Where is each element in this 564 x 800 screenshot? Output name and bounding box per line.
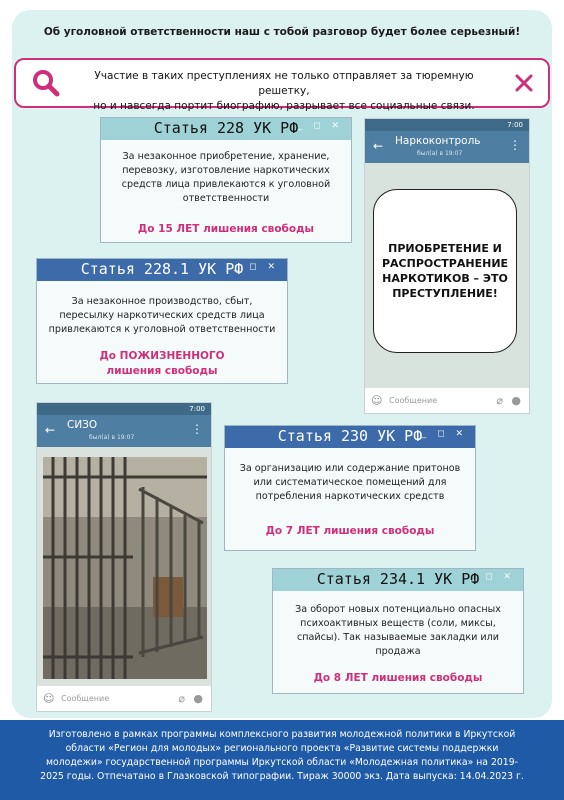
article-window-228 bbox=[100, 117, 352, 243]
more-menu-icon[interactable]: ⋮ bbox=[191, 422, 203, 436]
window-controls-icon[interactable]: _ ◻ ✕ bbox=[233, 262, 279, 272]
footer-line: Изготовлено в рамках программы комплексного развития молодежной политики в Иркутской bbox=[48, 729, 516, 740]
chat-header bbox=[37, 415, 211, 447]
description-line: За оборот новых потенциально опасных bbox=[295, 604, 501, 615]
window-controls-icon[interactable]: _ ◻ ✕ bbox=[421, 429, 467, 439]
message-placeholder: Сообщение bbox=[389, 396, 438, 405]
description-line: или систематическое помещений для bbox=[253, 477, 447, 488]
window-title: Статья 228.1 УК РФ bbox=[80, 260, 244, 278]
description-line: ответственности bbox=[182, 193, 270, 204]
search-icon[interactable] bbox=[32, 69, 60, 97]
window-title: Статья 230 УК РФ bbox=[277, 427, 423, 445]
message-line: НАРКОТИКОВ – ЭТО bbox=[382, 272, 508, 285]
penalty-line: До ПОЖИЗНЕННОГО bbox=[99, 350, 225, 362]
status-bar: 7:00 bbox=[365, 119, 529, 131]
message-placeholder: Сообщение bbox=[61, 694, 110, 703]
window-title: Статья 234.1 УК РФ bbox=[316, 570, 480, 588]
message-line: ПРИОБРЕТЕНИЕ И bbox=[388, 242, 502, 255]
article-window-234-1 bbox=[272, 568, 524, 694]
attach-icon[interactable]: ⌀ bbox=[178, 692, 185, 705]
article-penalty bbox=[37, 349, 287, 379]
penalty-line: До 15 ЛЕТ лишения свободы bbox=[137, 223, 315, 235]
back-arrow-icon[interactable]: ← bbox=[45, 423, 56, 437]
description-line: продажа bbox=[375, 646, 421, 657]
window-title-bar[interactable] bbox=[225, 426, 475, 448]
chat-header bbox=[365, 131, 529, 163]
back-arrow-icon[interactable]: ← bbox=[373, 139, 384, 153]
window-title: Статья 228 УК РФ bbox=[153, 119, 299, 137]
description-line: потребления наркотических средств bbox=[255, 491, 445, 502]
penalty-line: До 8 ЛЕТ лишения свободы bbox=[313, 672, 483, 684]
close-icon[interactable] bbox=[514, 73, 534, 93]
window-title-bar[interactable] bbox=[37, 259, 287, 281]
search-text-line: Участие в таких преступлениях не только отправляет за тюремную решетку, bbox=[94, 70, 474, 97]
penalty-line: лишения свободы bbox=[106, 365, 218, 377]
description-line: спайсы). Так называемые закладки или bbox=[296, 632, 500, 643]
description-line: За организацию или содержание притонов bbox=[239, 463, 461, 474]
article-penalty bbox=[273, 671, 523, 686]
chat-last-seen: был(а) в 19:07 bbox=[89, 434, 135, 441]
search-bar[interactable] bbox=[14, 58, 550, 112]
article-description bbox=[37, 281, 287, 337]
article-window-228-1 bbox=[36, 258, 288, 384]
description-line: пересылку наркотических средств лица bbox=[59, 310, 265, 321]
message-line: РАСПРОСТРАНЕНИЕ bbox=[381, 257, 509, 270]
chat-title: Наркоконтроль bbox=[395, 135, 481, 147]
message-line: ПРЕСТУПЛЕНИЕ! bbox=[392, 287, 498, 300]
search-text[interactable] bbox=[72, 69, 496, 114]
more-menu-icon[interactable]: ⋮ bbox=[509, 138, 521, 152]
description-line: средств лица привлекаются к уголовной bbox=[121, 179, 331, 190]
footer bbox=[0, 720, 564, 800]
status-bar: 7:00 bbox=[37, 403, 211, 415]
emoji-icon[interactable]: ☺ bbox=[43, 692, 55, 705]
description-line: перевозку, изготовление наркотических bbox=[122, 165, 330, 176]
article-window-230 bbox=[224, 425, 476, 551]
search-text-line: но и навсегда портит биографию, разрывает все социальные связи. bbox=[93, 100, 475, 112]
phone-chat-sizo bbox=[36, 402, 212, 712]
footer-line: области «Регион для молодых» регионального проекта «Развитие системы поддержки bbox=[65, 743, 499, 754]
emoji-icon[interactable]: ☺ bbox=[371, 394, 383, 407]
footer-line: молодежи» государственной программы Иркутской области «Молодежная политика» на 2019- bbox=[46, 757, 518, 768]
message-bubble bbox=[373, 189, 517, 353]
penalty-line: До 7 ЛЕТ лишения свободы bbox=[265, 525, 435, 537]
description-line: психоактивных веществ (соли, миксы, bbox=[300, 618, 496, 629]
description-line: За незаконное производство, сбыт, bbox=[71, 296, 253, 307]
attach-icon[interactable]: ⌀ bbox=[496, 394, 503, 407]
description-line: За незаконное приобретение, хранение, bbox=[122, 151, 330, 162]
window-controls-icon[interactable]: _ ◻ ✕ bbox=[297, 121, 343, 131]
window-controls-icon[interactable]: _ ◻ ✕ bbox=[469, 572, 515, 582]
message-input[interactable] bbox=[37, 685, 211, 711]
article-description bbox=[225, 448, 475, 504]
article-penalty bbox=[225, 524, 475, 539]
chat-last-seen: был(а) в 19:07 bbox=[417, 150, 463, 157]
window-title-bar[interactable] bbox=[101, 118, 351, 140]
microphone-icon[interactable]: ● bbox=[511, 394, 521, 407]
page-headline: Об уголовной ответственности наш с тобой разговор будет более серьезный! bbox=[43, 26, 521, 38]
phone-chat-narcocontrol bbox=[364, 118, 530, 414]
jail-cell-image bbox=[43, 457, 207, 679]
window-title-bar[interactable] bbox=[273, 569, 523, 591]
message-input[interactable] bbox=[365, 387, 529, 413]
article-description bbox=[101, 140, 351, 206]
microphone-icon[interactable]: ● bbox=[193, 692, 203, 705]
description-line: привлекаются к уголовной ответственности bbox=[48, 324, 276, 335]
article-penalty bbox=[101, 222, 351, 237]
footer-line: 2025 годы. Отпечатано в Глазковской типографии. Тираж 30000 экз. Дата выпуска: 14.04.2023 г. bbox=[40, 771, 524, 782]
chat-title: СИЗО bbox=[67, 419, 98, 431]
article-description bbox=[273, 591, 523, 659]
